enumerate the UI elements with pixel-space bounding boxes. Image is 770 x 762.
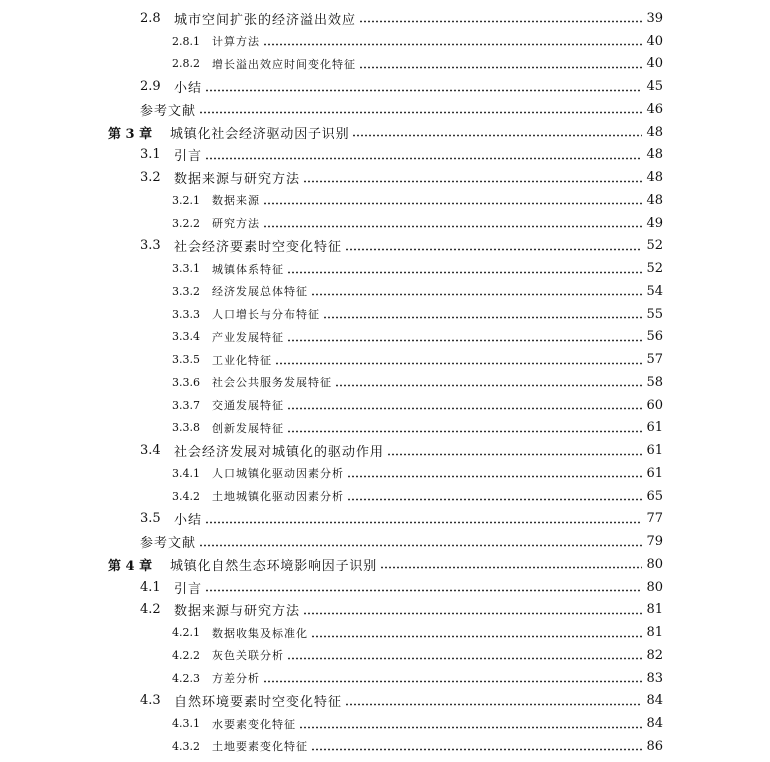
toc-entry-title: 人口城镇化驱动因素分析 [212,467,344,481]
toc-dot-leader [347,490,642,503]
toc-page-number: 54 [646,283,663,299]
toc-entry-row[interactable] [0,735,770,758]
toc-entry-title: 社会经济要素时空变化特征 [174,240,343,256]
toc-entry-number: 第 3 章 [108,126,153,142]
toc-page-number: 58 [646,374,663,390]
toc-entry-row[interactable] [0,462,770,485]
toc-entry-number: 3.4.2 [172,489,200,503]
toc-dot-leader [205,512,642,525]
toc-entry-number: 2.8.1 [172,34,200,48]
toc-entry-title: 城镇化社会经济驱动因子识别 [170,126,350,142]
toc-dot-leader [287,399,642,412]
toc-page-number: 77 [646,511,663,527]
toc-page-number: 48 [646,124,663,140]
toc-entry-row[interactable] [0,690,770,713]
toc-entry-title: 灰色关联分析 [212,649,284,663]
toc-entry-row[interactable] [0,712,770,735]
toc-entry-row[interactable] [0,508,770,531]
toc-entry-row[interactable] [0,166,770,189]
toc-entry-number: 4.3.1 [172,717,200,731]
toc-entry-row[interactable] [0,417,770,440]
toc-entry-title: 数据来源与研究方法 [174,604,301,620]
toc-entry-number: 3.3.3 [172,307,200,321]
toc-entry-title: 土地城镇化驱动因素分析 [212,490,344,504]
toc-entry-number: 第 4 章 [108,558,153,574]
toc-entry-number: 3.1 [140,147,161,163]
toc-entry-row[interactable] [0,53,770,76]
toc-page-number: 61 [646,420,663,436]
toc-entry-row[interactable] [0,235,770,258]
toc-entry-number: 3.4 [140,443,161,459]
toc-entry-number: 2.8 [140,10,161,26]
toc-entry-number: 3.4.1 [172,466,200,480]
toc-dot-leader [311,740,642,753]
toc-page-number: 61 [646,443,663,459]
toc-entry-row[interactable] [0,212,770,235]
toc-entry-number: 3.3.7 [172,398,200,412]
toc-entry-row[interactable] [0,599,770,622]
toc-entry-row[interactable] [0,485,770,508]
toc-entry-row[interactable] [0,144,770,167]
toc-entry-row[interactable] [0,439,770,462]
toc-references-row[interactable] [0,98,770,121]
toc-entry-row[interactable] [0,280,770,303]
toc-dot-leader [359,57,642,70]
toc-entry-number: 3.3 [140,238,161,254]
toc-entry-number: 4.3 [140,693,161,709]
toc-page-number: 40 [646,33,663,49]
toc-entry-title: 引言 [174,149,203,165]
toc-page-number: 84 [646,716,663,732]
toc-dot-leader [263,35,642,48]
toc-entry-title: 自然环境要素时空变化特征 [174,695,343,711]
toc-page-number: 48 [646,192,663,208]
toc-dot-leader [311,626,642,639]
toc-page-number: 52 [646,261,663,277]
toc-dot-leader [199,535,642,548]
toc-page-number: 86 [646,738,663,754]
toc-entry-row[interactable] [0,576,770,599]
toc-chapter-row[interactable] [0,121,770,144]
toc-dot-leader [287,262,642,275]
toc-entry-number: 3.3.1 [172,262,200,276]
toc-dot-leader [263,194,642,207]
toc-entry-title: 城镇化自然生态环境影响因子识别 [170,558,378,574]
toc-dot-leader [287,330,642,343]
toc-entry-title: 数据来源 [212,194,260,208]
toc-entry-title: 方差分析 [212,672,260,686]
toc-entry-title: 人口增长与分布特征 [212,308,320,322]
toc-entry-title: 数据收集及标准化 [212,626,308,640]
toc-page-number: 82 [646,647,663,663]
toc-dot-leader [380,558,642,571]
toc-entry-row[interactable] [0,7,770,30]
toc-dot-leader [287,649,642,662]
toc-dot-leader [311,285,642,298]
toc-page-number: 84 [646,693,663,709]
toc-entry-title: 社会公共服务发展特征 [212,376,332,390]
toc-entry-row[interactable] [0,303,770,326]
toc-entry-title: 土地要素变化特征 [212,740,308,754]
toc-page-number: 39 [646,10,663,26]
toc-entry-row[interactable] [0,348,770,371]
toc-dot-leader [263,217,642,230]
toc-page-number: 56 [646,329,663,345]
toc-entry-number: 4.2 [140,602,161,618]
toc-entry-title: 创新发展特征 [212,421,284,435]
toc-entry-title: 计算方法 [212,35,260,49]
toc-page-number: 45 [646,79,663,95]
toc-entry-number: 4.2.1 [172,626,200,640]
toc-page-number: 49 [646,215,663,231]
toc-page-number: 83 [646,670,663,686]
toc-entry-title: 交通发展特征 [212,399,284,413]
toc-entry-title: 小结 [174,81,203,97]
toc-chapter-row[interactable] [0,553,770,576]
toc-page-number: 52 [646,238,663,254]
toc-page-number: 40 [646,56,663,72]
toc-page-number: 55 [646,306,663,322]
toc-page-number: 48 [646,170,663,186]
toc-dot-leader [387,444,642,457]
toc-entry-row[interactable] [0,326,770,349]
toc-entry-row[interactable] [0,394,770,417]
toc-entry-row[interactable] [0,30,770,53]
toc-entry-number: 3.2.2 [172,216,200,230]
toc-entry-row[interactable] [0,189,770,212]
toc-entry-title: 城市空间扩张的经济溢出效应 [174,12,357,28]
toc-page-number: 80 [646,556,663,572]
toc-page-number: 65 [646,488,663,504]
toc-dot-leader [345,694,642,707]
toc-entry-number: 4.1 [140,579,161,595]
toc-dot-leader [205,581,642,594]
toc-dot-leader [335,376,642,389]
toc-dot-leader [287,421,642,434]
toc-entry-title: 工业化特征 [212,353,272,367]
toc-dot-leader [303,603,642,616]
toc-page-number: 46 [646,101,663,117]
toc-entry-row[interactable] [0,75,770,98]
toc-dot-leader [199,103,642,116]
toc-entry-number: 4.2.3 [172,671,200,685]
toc-entry-number: 2.8.2 [172,57,200,71]
toc-entry-title: 经济发展总体特征 [212,285,308,299]
toc-entry-title: 参考文献 [140,536,197,552]
toc-page-number: 80 [646,579,663,595]
toc-entry-number: 4.2.2 [172,648,200,662]
toc-entry-number: 4.3.2 [172,739,200,753]
toc-dot-leader [347,467,642,480]
toc-entry-title: 增长溢出效应时间变化特征 [212,57,356,71]
toc-dot-leader [205,80,642,93]
toc-entry-number: 3.2.1 [172,193,200,207]
toc-entry-row[interactable] [0,644,770,667]
toc-entry-number: 3.5 [140,511,161,527]
toc-dot-leader [299,717,642,730]
toc-page-number: 60 [646,397,663,413]
toc-page-number: 57 [646,352,663,368]
toc-entry-title: 社会经济发展对城镇化的驱动作用 [174,445,385,461]
toc-dot-leader [352,126,642,139]
toc-dot-leader [359,12,642,25]
toc-entry-number: 3.3.6 [172,375,200,389]
toc-page-number: 81 [646,602,663,618]
toc-entry-number: 3.3.2 [172,284,200,298]
toc-entry-row[interactable] [0,621,770,644]
toc-dot-leader [275,353,642,366]
toc-entry-number: 2.9 [140,79,161,95]
toc-dot-leader [323,308,642,321]
toc-entry-number: 3.3.5 [172,353,200,367]
toc-page-number: 79 [646,534,663,550]
toc-dot-leader [345,239,642,252]
toc-page-number: 48 [646,147,663,163]
toc-entry-row[interactable] [0,257,770,280]
table-of-contents [0,7,770,758]
toc-entry-title: 数据来源与研究方法 [174,172,301,188]
toc-page-number: 81 [646,625,663,641]
toc-entry-title: 引言 [174,581,203,597]
toc-entry-row[interactable] [0,667,770,690]
toc-entry-title: 研究方法 [212,217,260,231]
toc-dot-leader [263,672,642,685]
toc-entry-title: 产业发展特征 [212,330,284,344]
toc-entry-number: 3.2 [140,170,161,186]
toc-entry-row[interactable] [0,371,770,394]
toc-entry-number: 3.3.8 [172,421,200,435]
toc-entry-title: 城镇体系特征 [212,262,284,276]
toc-entry-title: 水要素变化特征 [212,717,296,731]
toc-page-number: 61 [646,465,663,481]
toc-entry-title: 参考文献 [140,103,197,119]
toc-entry-title: 小结 [174,513,203,529]
toc-dot-leader [303,171,642,184]
toc-entry-number: 3.3.4 [172,330,200,344]
toc-dot-leader [205,148,642,161]
toc-references-row[interactable] [0,530,770,553]
